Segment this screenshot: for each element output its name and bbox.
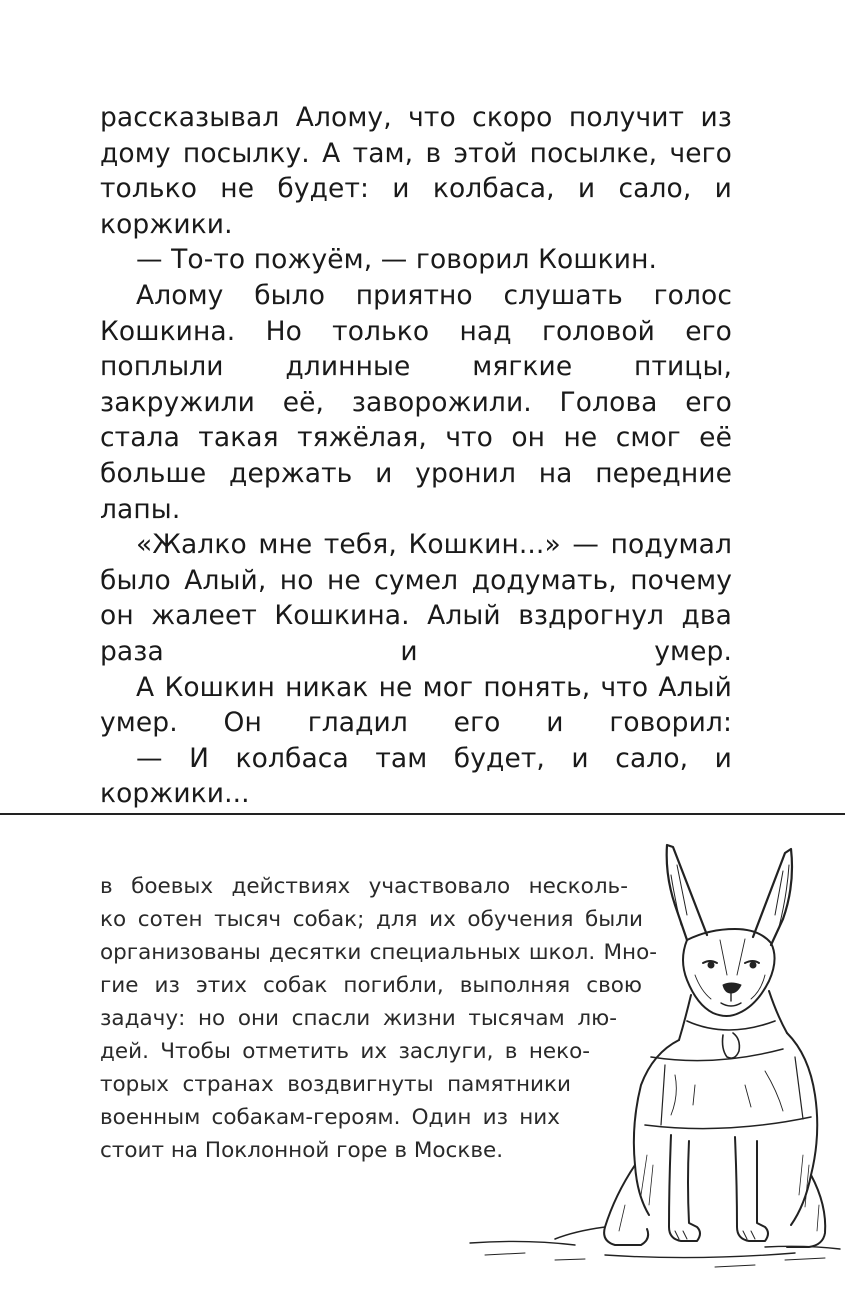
- paragraph: Алому было приятно слушать голос Кошкина. Но только над головой его поплыли длинные мягкие птицы, закружили её, заворожили. Голова его стала такая тяжёлая, что он не смог её больше держать и уронил на передние лапы.: [100, 279, 732, 525]
- story-text: [100, 100, 732, 812]
- section-divider: [0, 813, 845, 815]
- dog-sketch-icon: [465, 835, 845, 1305]
- note-line: гие из этих собак погибли, выполняя свою: [100, 973, 642, 998]
- paragraph: А Кошкин никак не мог понять, что Алый умер. Он гладил его и говорил:: [100, 671, 732, 739]
- note-line: организованы десятки специальных школ. Мно-: [100, 940, 657, 965]
- note-line: военным собакам-героям. Один из них: [100, 1105, 560, 1130]
- paragraph: — То-то пожуём, — говорил Кошкин.: [136, 244, 658, 276]
- note-line: стоит на Поклонной горе в Москве.: [100, 1138, 504, 1163]
- paragraph: — И колбаса там будет, и сало, и коржики...: [100, 742, 732, 810]
- paragraph: «Жалко мне тебя, Кошкин...» — подумал было Алый, но не сумел додумать, почему он жалеет Кошкина. Алый вздрогнул два раза и умер.: [100, 529, 732, 667]
- note-line: дей. Чтобы отметить их заслуги, в неко-: [100, 1039, 590, 1064]
- note-line: торых странах воздвигнуты памятники: [100, 1072, 571, 1097]
- note-line: ко сотен тысяч собак; для их обучения были: [100, 907, 643, 932]
- note-line: в боевых действиях участвовало несколь-: [100, 874, 628, 899]
- note-line: задачу: но они спасли жизни тысячам лю-: [100, 1006, 617, 1031]
- paragraph: рассказывал Алому, что скоро получит из дому посылку. А там, в этой посылке, чего только не будет: и колбаса, и сало, и коржики.: [100, 102, 732, 240]
